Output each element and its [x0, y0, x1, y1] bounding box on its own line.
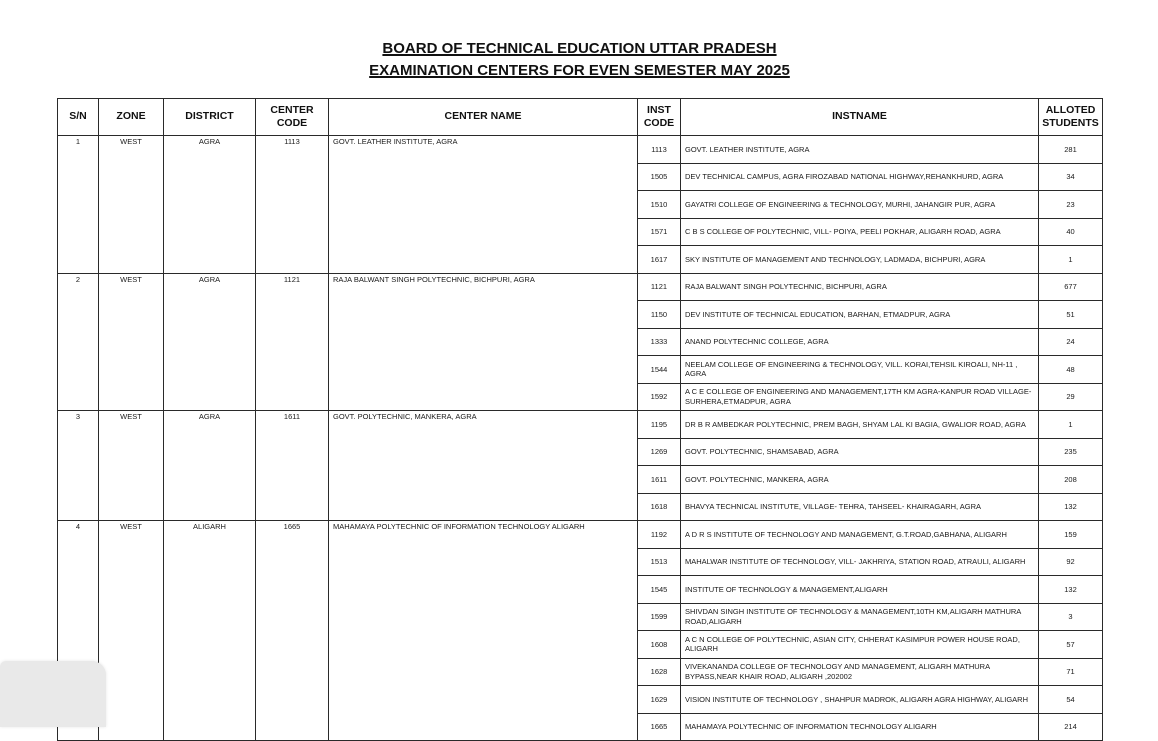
- center-group-row: [58, 136, 1103, 164]
- instname-cell: A C E COLLEGE OF ENGINEERING AND MANAGEMENT,17TH KM AGRA-KANPUR ROAD VILLAGE-SURHERA,ETMADPUR, AGRA: [681, 383, 1039, 411]
- center-group-row: [58, 273, 1103, 301]
- instname-cell: A D R S INSTITUTE OF TECHNOLOGY AND MANAGEMENT, G.T.ROAD,GABHANA, ALIGARH: [681, 521, 1039, 549]
- sn-cell: 1: [58, 136, 99, 274]
- instname-cell: GOVT. POLYTECHNIC, SHAMSABAD, AGRA: [681, 438, 1039, 466]
- inst-code-cell: 1629: [638, 686, 681, 714]
- inst-code-cell: 1665: [638, 713, 681, 741]
- students-cell: 3: [1039, 603, 1103, 631]
- inst-code-cell: 1618: [638, 493, 681, 521]
- instname-cell: DEV INSTITUTE OF TECHNICAL EDUCATION, BARHAN, ETMADPUR, AGRA: [681, 301, 1039, 329]
- col-header-center-code: CENTER CODE: [256, 99, 329, 136]
- sn-cell: 2: [58, 273, 99, 411]
- inst-code-cell: 1333: [638, 328, 681, 356]
- district-cell: AGRA: [164, 273, 256, 411]
- district-cell: AGRA: [164, 411, 256, 521]
- students-cell: 159: [1039, 521, 1103, 549]
- students-cell: 235: [1039, 438, 1103, 466]
- inst-code-cell: 1192: [638, 521, 681, 549]
- students-cell: 48: [1039, 356, 1103, 384]
- district-cell: AGRA: [164, 136, 256, 274]
- inst-code-cell: 1513: [638, 548, 681, 576]
- students-cell: 40: [1039, 218, 1103, 246]
- inst-code-cell: 1510: [638, 191, 681, 219]
- table-body: [58, 136, 1103, 741]
- district-cell: ALIGARH: [164, 521, 256, 741]
- zone-cell: WEST: [99, 273, 164, 411]
- center-name-cell: MAHAMAYA POLYTECHNIC OF INFORMATION TECHNOLOGY ALIGARH: [329, 521, 638, 741]
- col-header-alloted-students: ALLOTED STUDENTS: [1039, 99, 1103, 136]
- inst-code-cell: 1113: [638, 136, 681, 164]
- inst-code-cell: 1195: [638, 411, 681, 439]
- students-cell: 214: [1039, 713, 1103, 741]
- students-cell: 57: [1039, 631, 1103, 659]
- students-cell: 1: [1039, 246, 1103, 274]
- center-name-cell: RAJA BALWANT SINGH POLYTECHNIC, BICHPURI, AGRA: [329, 273, 638, 411]
- instname-cell: VIVEKANANDA COLLEGE OF TECHNOLOGY AND MANAGEMENT, ALIGARH MATHURA BYPASS,NEAR KHAIR ROAD, ALIGARH ,202002: [681, 658, 1039, 686]
- col-header-sn: S/N: [58, 99, 99, 136]
- zone-cell: WEST: [99, 411, 164, 521]
- title-line-2: EXAMINATION CENTERS FOR EVEN SEMESTER MAY 2025: [369, 62, 790, 79]
- instname-cell: ANAND POLYTECHNIC COLLEGE, AGRA: [681, 328, 1039, 356]
- center-group-row: [58, 521, 1103, 549]
- instname-cell: DR B R AMBEDKAR POLYTECHNIC, PREM BAGH, SHYAM LAL KI BAGIA, GWALIOR ROAD, AGRA: [681, 411, 1039, 439]
- instname-cell: RAJA BALWANT SINGH POLYTECHNIC, BICHPURI, AGRA: [681, 273, 1039, 301]
- instname-cell: SKY INSTITUTE OF MANAGEMENT AND TECHNOLOGY, LADMADA, BICHPURI, AGRA: [681, 246, 1039, 274]
- center-code-cell: 1113: [256, 136, 329, 274]
- students-cell: 92: [1039, 548, 1103, 576]
- students-cell: 677: [1039, 273, 1103, 301]
- inst-code-cell: 1544: [638, 356, 681, 384]
- students-cell: 132: [1039, 576, 1103, 604]
- students-cell: 51: [1039, 301, 1103, 329]
- exam-centers-table: [57, 98, 1103, 741]
- students-cell: 208: [1039, 466, 1103, 494]
- students-cell: 23: [1039, 191, 1103, 219]
- col-header-instname: INSTNAME: [681, 99, 1039, 136]
- inst-code-cell: 1571: [638, 218, 681, 246]
- instname-cell: GAYATRI COLLEGE OF ENGINEERING & TECHNOLOGY, MURHI, JAHANGIR PUR, AGRA: [681, 191, 1039, 219]
- sn-cell: 4: [58, 521, 99, 741]
- sn-cell: 3: [58, 411, 99, 521]
- students-cell: 34: [1039, 163, 1103, 191]
- instname-cell: NEELAM COLLEGE OF ENGINEERING & TECHNOLOGY, VILL. KORAI,TEHSIL KIROALI, NH-11 , AGRA: [681, 356, 1039, 384]
- inst-code-cell: 1608: [638, 631, 681, 659]
- instname-cell: DEV TECHNICAL CAMPUS, AGRA FIROZABAD NATIONAL HIGHWAY,REHANKHURD, AGRA: [681, 163, 1039, 191]
- instname-cell: MAHAMAYA POLYTECHNIC OF INFORMATION TECHNOLOGY ALIGARH: [681, 713, 1039, 741]
- inst-code-cell: 1611: [638, 466, 681, 494]
- students-cell: 132: [1039, 493, 1103, 521]
- corner-overlay-panel: [0, 661, 106, 727]
- instname-cell: SHIVDAN SINGH INSTITUTE OF TECHNOLOGY & MANAGEMENT,10TH KM,ALIGARH MATHURA ROAD,ALIGARH: [681, 603, 1039, 631]
- instname-cell: INSTITUTE OF TECHNOLOGY & MANAGEMENT,ALIGARH: [681, 576, 1039, 604]
- page-title: [57, 38, 1102, 82]
- title-line-1: BOARD OF TECHNICAL EDUCATION UTTAR PRADESH: [382, 40, 777, 57]
- inst-code-cell: 1269: [638, 438, 681, 466]
- students-cell: 29: [1039, 383, 1103, 411]
- table-header-row: [58, 99, 1103, 136]
- instname-cell: A C N COLLEGE OF POLYTECHNIC, ASIAN CITY, CHHERAT KASIMPUR POWER HOUSE ROAD, ALIGARH: [681, 631, 1039, 659]
- inst-code-cell: 1592: [638, 383, 681, 411]
- inst-code-cell: 1628: [638, 658, 681, 686]
- center-code-cell: 1611: [256, 411, 329, 521]
- instname-cell: GOVT. POLYTECHNIC, MANKERA, AGRA: [681, 466, 1039, 494]
- zone-cell: WEST: [99, 521, 164, 741]
- students-cell: 71: [1039, 658, 1103, 686]
- zone-cell: WEST: [99, 136, 164, 274]
- center-group-row: [58, 411, 1103, 439]
- students-cell: 54: [1039, 686, 1103, 714]
- instname-cell: MAHALWAR INSTITUTE OF TECHNOLOGY, VILL- JAKHRIYA, STATION ROAD, ATRAULI, ALIGARH: [681, 548, 1039, 576]
- inst-code-cell: 1121: [638, 273, 681, 301]
- inst-code-cell: 1505: [638, 163, 681, 191]
- instname-cell: VISION INSTITUTE OF TECHNOLOGY , SHAHPUR MADROK, ALIGARH AGRA HIGHWAY, ALIGARH: [681, 686, 1039, 714]
- center-code-cell: 1665: [256, 521, 329, 741]
- instname-cell: BHAVYA TECHNICAL INSTITUTE, VILLAGE- TEHRA, TAHSEEL- KHAIRAGARH, AGRA: [681, 493, 1039, 521]
- center-name-cell: GOVT. LEATHER INSTITUTE, AGRA: [329, 136, 638, 274]
- center-name-cell: GOVT. POLYTECHNIC, MANKERA, AGRA: [329, 411, 638, 521]
- instname-cell: C B S COLLEGE OF POLYTECHNIC, VILL- POIYA, PEELI POKHAR, ALIGARH ROAD, AGRA: [681, 218, 1039, 246]
- inst-code-cell: 1545: [638, 576, 681, 604]
- inst-code-cell: 1599: [638, 603, 681, 631]
- inst-code-cell: 1150: [638, 301, 681, 329]
- col-header-zone: ZONE: [99, 99, 164, 136]
- inst-code-cell: 1617: [638, 246, 681, 274]
- students-cell: 24: [1039, 328, 1103, 356]
- instname-cell: GOVT. LEATHER INSTITUTE, AGRA: [681, 136, 1039, 164]
- students-cell: 1: [1039, 411, 1103, 439]
- col-header-district: DISTRICT: [164, 99, 256, 136]
- table-header: [58, 99, 1103, 136]
- col-header-center-name: CENTER NAME: [329, 99, 638, 136]
- students-cell: 281: [1039, 136, 1103, 164]
- center-code-cell: 1121: [256, 273, 329, 411]
- col-header-inst-code: INST CODE: [638, 99, 681, 136]
